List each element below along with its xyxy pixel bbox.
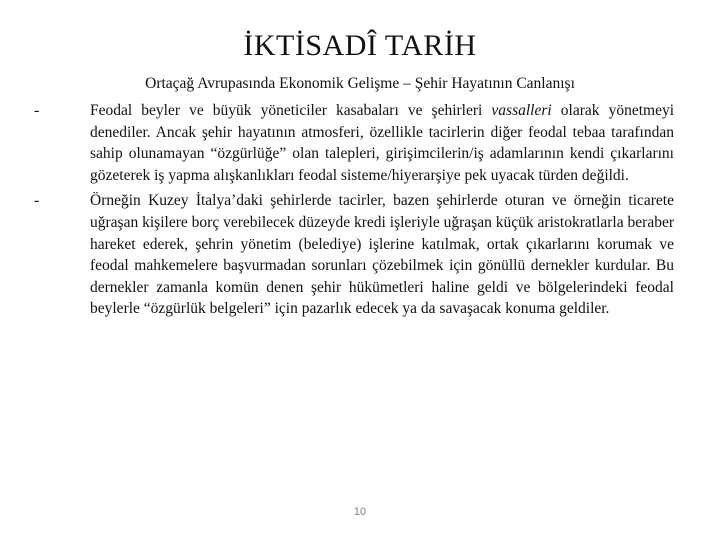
slide-subtitle: Ortaçağ Avrupasında Ekonomik Gelişme – Şehir Hayatının Canlanışı — [145, 75, 575, 92]
bullet-item — [34, 100, 674, 186]
bullet-text — [90, 190, 674, 320]
bullet-text-part: olarak yönetmeyi denediler. Ancak şehir hayatının atmosferi, özellikle tacirlerin diğer feodal tebaa tarafından sahip olunamayan “özgürlüğe” olan talepleri, girişimcilerin/iş adamlarının kendi çıkarlarını gözeterek iş yapma alışkanlıkları feodal sisteme/hiyerarşiye pek uyacak türden değildi. — [90, 102, 675, 184]
bullet-dash: - — [34, 192, 40, 210]
page-number: 10 — [353, 506, 367, 518]
slide-title: İKTİSADÎ TARİH — [243, 29, 477, 62]
bullet-dash: - — [34, 102, 40, 119]
bullet-text-part: Örneğin Kuzey İtalya’daki şehirlerde tacirler, bazen şehirlerde oturan ve örneğin ticarete uğraşan kişilere borç verebilecek düzeyde kredi işleriyle uğraşan küçük aristokratlarla beraber hareket ederek, şehrin yönetim (belediye) işlerine katılmak, ortak çıkarlarını korumak ve feodal mahkemelere başvurmadan sorunları çözebilmek için gönüllü dernekler kurdular. Bu dernekler zamanla komün denen şehir hükümetleri haline geldi ve bölgelerindeki feodal beylerle “özgürlük belgeleri” için pazarlık edecek ya da savaşacak konuma geldiler. — [90, 192, 674, 318]
bullet-item — [34, 190, 674, 320]
bullet-text — [90, 100, 674, 186]
bullet-list — [34, 100, 674, 324]
bullet-text-emphasis: vassalleri — [491, 102, 552, 119]
bullet-text-part: Feodal beyler ve büyük yöneticiler kasabaları ve şehirleri — [90, 102, 492, 119]
